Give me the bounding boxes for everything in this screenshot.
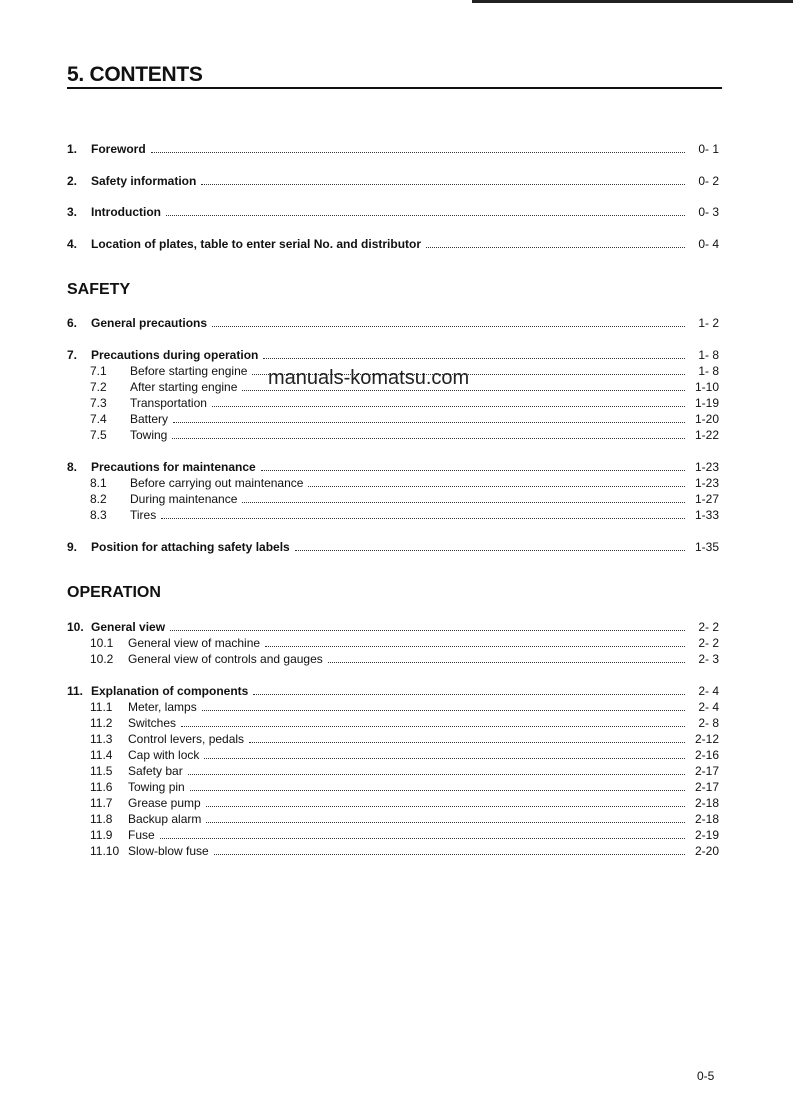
top-rule [472, 0, 793, 3]
dot-leader [172, 437, 685, 439]
dot-leader [295, 549, 685, 551]
dot-leader [261, 469, 685, 471]
toc-number: 10.1 [90, 636, 114, 650]
toc-number: 11.3 [90, 732, 113, 746]
dot-leader [206, 805, 685, 807]
toc-page: 1-35 [694, 540, 719, 554]
toc-number: 4. [67, 237, 78, 251]
toc-number: 1. [67, 142, 78, 156]
toc-label: Cap with lock [128, 748, 200, 762]
toc-number: 11.10 [90, 844, 120, 858]
toc-label: After starting engine [130, 380, 238, 394]
toc-subentry[interactable] [90, 412, 719, 426]
toc-subentry[interactable] [90, 796, 719, 810]
dot-leader [202, 709, 685, 711]
toc-label: Control levers, pedals [128, 732, 245, 746]
toc-page: 2- 4 [698, 700, 719, 714]
toc-number: 11.7 [90, 796, 113, 810]
toc-subentry[interactable] [90, 780, 719, 794]
toc-label: Introduction [91, 205, 161, 219]
toc-page: 1-33 [694, 508, 719, 522]
toc-label: Fuse [128, 828, 155, 842]
toc-number: 3. [67, 205, 78, 219]
dot-leader [181, 725, 685, 727]
dot-leader [242, 501, 685, 503]
toc-number: 11.9 [90, 828, 113, 842]
page-number: 0-5 [697, 1069, 715, 1083]
toc-page: 2-20 [694, 844, 719, 858]
toc-page: 1- 2 [698, 316, 719, 330]
toc-number: 2. [67, 174, 78, 188]
toc-page: 2- 2 [698, 636, 719, 650]
toc-page: 2-17 [694, 780, 719, 794]
toc-number: 7.1 [90, 364, 107, 378]
toc-page: 2- 8 [698, 716, 719, 730]
toc-number: 6. [67, 316, 78, 330]
toc-label: Before starting engine [130, 364, 248, 378]
toc-entry-foreword[interactable] [67, 142, 719, 156]
toc-label: Towing [130, 428, 168, 442]
toc-entry-precautions-during-operation[interactable] [67, 348, 719, 362]
toc-label: Backup alarm [128, 812, 202, 826]
toc-page: 2-18 [694, 812, 719, 826]
toc-label: Before carrying out maintenance [130, 476, 304, 490]
toc-number: 7.5 [90, 428, 107, 442]
dot-leader [160, 837, 685, 839]
toc-number: 11. [67, 684, 84, 698]
toc-label: Location of plates, table to enter serial No. and distributor [91, 237, 422, 251]
toc-subentry[interactable] [90, 748, 719, 762]
page-title [67, 62, 722, 89]
toc-number: 11.4 [90, 748, 113, 762]
toc-number: 9. [67, 540, 78, 554]
toc-subentry[interactable] [90, 732, 719, 746]
toc-number: 8.2 [90, 492, 107, 506]
toc-page: 1- 8 [698, 348, 719, 362]
toc-page: 1-23 [694, 476, 719, 490]
toc-number: 10.2 [90, 652, 114, 666]
toc-number: 8.3 [90, 508, 107, 522]
toc-entry-precautions-for-maintenance[interactable] [67, 460, 719, 474]
page-title-text: 5. CONTENTS [67, 63, 203, 86]
toc-page: 1-19 [694, 396, 719, 410]
dot-leader [151, 151, 685, 153]
toc-page: 2- 2 [698, 620, 719, 634]
toc-subentry[interactable] [90, 492, 719, 506]
toc-number: 11.6 [90, 780, 113, 794]
toc-number: 7.2 [90, 380, 107, 394]
toc-number: 7.3 [90, 396, 107, 410]
dot-leader [328, 661, 685, 663]
dot-leader [263, 357, 685, 359]
toc-subentry[interactable] [90, 428, 719, 442]
dot-leader [249, 741, 685, 743]
watermark-text: manuals-komatsu.com [268, 367, 470, 389]
toc-subentry[interactable] [90, 812, 719, 826]
toc-page: 1-10 [694, 380, 719, 394]
dot-leader [253, 693, 685, 695]
dot-leader [426, 246, 685, 248]
toc-entry-explanation-of-components[interactable] [67, 684, 719, 698]
section-heading-operation: OPERATION [67, 584, 161, 601]
dot-leader [265, 645, 685, 647]
toc-label: Precautions during operation [91, 348, 259, 362]
toc-label: Foreword [91, 142, 146, 156]
toc-label: Grease pump [128, 796, 201, 810]
toc-label: Switches [128, 716, 177, 730]
toc-number: 11.8 [90, 812, 113, 826]
toc-subentry[interactable] [90, 652, 719, 666]
toc-number: 7.4 [90, 412, 107, 426]
toc-label: Slow-blow fuse [128, 844, 209, 858]
dot-leader [212, 405, 685, 407]
dot-leader [188, 773, 685, 775]
toc-label: Meter, lamps [128, 700, 197, 714]
toc-number: 10. [67, 620, 84, 634]
toc-label: General view of controls and gauges [128, 652, 323, 666]
toc-subentry[interactable] [90, 396, 719, 410]
dot-leader [212, 325, 685, 327]
toc-number: 8. [67, 460, 78, 474]
toc-label: Position for attaching safety labels [91, 540, 290, 554]
toc-label: Towing pin [128, 780, 185, 794]
toc-page: 2- 3 [698, 652, 719, 666]
dot-leader [166, 214, 685, 216]
toc-page: 2-19 [694, 828, 719, 842]
toc-number: 7. [67, 348, 78, 362]
toc-label: General view [91, 620, 166, 634]
toc-entry-safety-labels[interactable] [67, 540, 719, 554]
dot-leader [204, 757, 685, 759]
toc-label: Safety information [91, 174, 197, 188]
toc-subentry[interactable] [90, 844, 719, 858]
toc-label: General view of machine [128, 636, 261, 650]
toc-page: 0- 3 [698, 205, 719, 219]
toc-page: 2- 4 [698, 684, 719, 698]
dot-leader [161, 517, 685, 519]
toc-label: During maintenance [130, 492, 238, 506]
dot-leader [308, 485, 685, 487]
toc-entry-general-precautions[interactable] [67, 316, 719, 330]
toc-subentry[interactable] [90, 716, 719, 730]
toc-label: Tires [130, 508, 157, 522]
toc-subentry[interactable] [90, 828, 719, 842]
toc-subentry[interactable] [90, 508, 719, 522]
toc-entry-general-view[interactable] [67, 620, 719, 634]
toc-page: 2-18 [694, 796, 719, 810]
toc-number: 11.5 [90, 764, 113, 778]
dot-leader [206, 821, 685, 823]
dot-leader [170, 629, 685, 631]
toc-page: 1-22 [694, 428, 719, 442]
toc-page: 1- 8 [698, 364, 719, 378]
toc-page: 0- 4 [698, 237, 719, 251]
toc-entry-introduction[interactable] [67, 205, 719, 219]
toc-page: 1-23 [694, 460, 719, 474]
toc-entry-safety-information[interactable] [67, 174, 719, 188]
toc-page: 2-12 [694, 732, 719, 746]
toc-label: Transportation [130, 396, 207, 410]
section-heading-safety: SAFETY [67, 281, 131, 298]
dot-leader [201, 183, 685, 185]
toc-number: 8.1 [90, 476, 107, 490]
toc-subentry[interactable] [90, 476, 719, 490]
dot-leader [173, 421, 685, 423]
toc-subentry[interactable] [90, 700, 719, 714]
toc-subentry[interactable] [90, 636, 719, 650]
toc-label: Explanation of components [91, 684, 249, 698]
toc-page: 0- 1 [698, 142, 719, 156]
toc-entry-location-of-plates[interactable] [67, 237, 719, 251]
toc-subentry[interactable] [90, 764, 719, 778]
toc-page: 2-16 [694, 748, 719, 762]
dot-leader [214, 853, 685, 855]
dot-leader [190, 789, 685, 791]
toc-page: 0- 2 [698, 174, 719, 188]
toc-page: 1-27 [694, 492, 719, 506]
toc-label: Precautions for maintenance [91, 460, 256, 474]
toc-number: 11.1 [90, 700, 113, 714]
toc-page: 1-20 [694, 412, 719, 426]
toc-number: 11.2 [90, 716, 113, 730]
toc-label: Battery [130, 412, 169, 426]
toc-page: 2-17 [694, 764, 719, 778]
toc-label: General precautions [91, 316, 208, 330]
toc-label: Safety bar [128, 764, 183, 778]
